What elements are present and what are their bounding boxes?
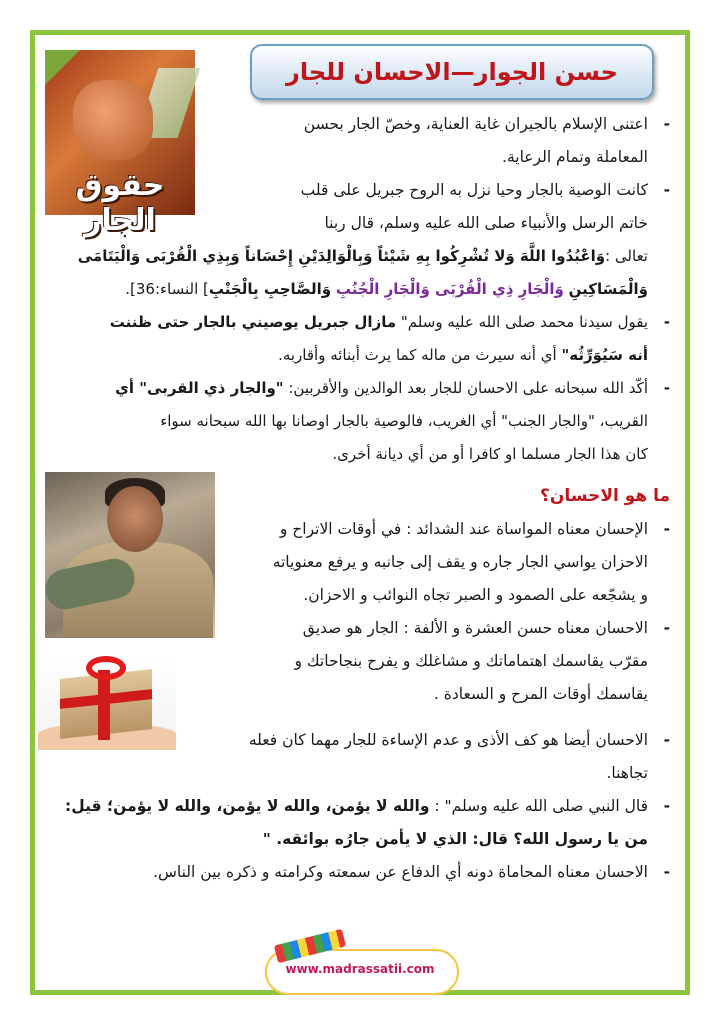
image-caption: حقوق الجار (75, 168, 165, 238)
paragraph-2: - كانت الوصية بالجار وحيا نزل به الروح جبريل على قلب (215, 174, 670, 207)
footer-url[interactable]: www.madrassatii.com (285, 962, 435, 976)
paragraph-8: - قال النبي صلى الله عليه وسلم" : والله لا يؤمن، والله لا يؤمن، والله لا يؤمن؛ قيل: (55, 790, 670, 823)
paragraph-6: - الاحسان معناه حسن العشرة و الألفة : الجار هو صديق (222, 612, 670, 645)
paragraph-1: - اعتنى الإسلام بالجيران غاية العناية، وخصّ الجار بحسن (215, 108, 670, 141)
footer-logo (255, 935, 465, 995)
intro-section: - اعتنى الإسلام بالجيران غاية العناية، وخصّ الجار بحسن المعاملة وتمام الرعاية. - كانت الوصية بالجار وحيا نزل به الروح جبريل على قلب خاتم الرسل والأنبياء صلى الله عليه وسلم، قال ربنا (215, 108, 670, 240)
page-title-box (250, 44, 654, 100)
closing-section: - الاحسان أيضا هو كف الأذى و عدم الإساءة للجار مهما كان فعله تجاهنا. - قال النبي صلى الله عليه وسلم" : والله لا يؤمن، والله لا يؤمن، والله لا يؤمن؛ قيل: من يا رسول الله؟ قال: الذي لا يأمن جارُه بوائقه. " - الاحسان معناه المحاماة دونه أي الدفاع عن سمعته وكرامته و ذكره بين الناس. (55, 724, 670, 889)
neighbor-rights-image (45, 50, 195, 238)
paragraph-5: - الإحسان معناه المواساة عند الشدائد : في أوقات الاتراح و (222, 513, 670, 546)
paragraph-3: - يقول سيدنا محمد صلى الله عليه وسلم" مازال جبريل يوصيني بالجار حتى ظننت (55, 306, 670, 339)
page-title: حسن الجوار—الاحسان للجار (286, 58, 618, 86)
verse-section: تعالى :وَاعْبُدُوا اللَّهَ وَلا تُشْرِكُوا بِهِ شَيْئاً وَبِالْوَالِدَيْنِ إِحْسَاناً وَبِذِي الْقُرْبَى وَالْيَتَامَى وَالْمَسَاكِينِ وَالْجَارِ ذِي الْقُرْبَى وَالْجَارِ الْجُنُبِ وَالصَّاحِبِ بِالْجَنْبِ] النساء:36]. - يقول سيدنا محمد صلى الله عليه وسلم" مازال جبريل يوصيني بالجار حتى ظننت أنه سَيُوَرِّثُه" أي أنه سيرث من ماله كما يرث أبنائه وأقاربه. - أكّد الله سبحانه على الاحسان للجار بعد الوالدين والأقربين: "والجار ذي القربى" أي القريب، "والجار الجنب" أي الغريب، فالوصية بالجار اوصانا بها الله سبحانه سواء كان هذا الجار مسلما او كافرا أو من أي ديانة أخرى. (55, 240, 670, 471)
ihsan-section: ما هو الاحسان؟ - الإحسان معناه المواساة عند الشدائد : في أوقات الاتراح و الاحزان يواسي الجار جاره و يقف إلى جانبه و يرفع معنوياته و يشجّعه على الصمود و الصبر تجاه النوائب و الاحزان. - الاحسان معناه حسن العشرة و الألفة : الجار هو صديق مقرّب يقاسمك اهتماماتك و مشاغلك و يفرح بنجاحاتك و يقاسمك أوقات المرح و السعادة . (222, 480, 670, 711)
clasped-hands-illustration (73, 80, 153, 160)
paragraph-9: - الاحسان معناه المحاماة دونه أي الدفاع عن سمعته وكرامته و ذكره بين الناس. (55, 856, 670, 889)
paragraph-7: - الاحسان أيضا هو كف الأذى و عدم الإساءة للجار مهما كان فعله (55, 724, 670, 757)
paragraph-4: - أكّد الله سبحانه على الاحسان للجار بعد الوالدين والأقربين: "والجار ذي القربى" أي (55, 372, 670, 405)
hug-photo (45, 472, 215, 638)
question-heading: ما هو الاحسان؟ (540, 486, 670, 506)
